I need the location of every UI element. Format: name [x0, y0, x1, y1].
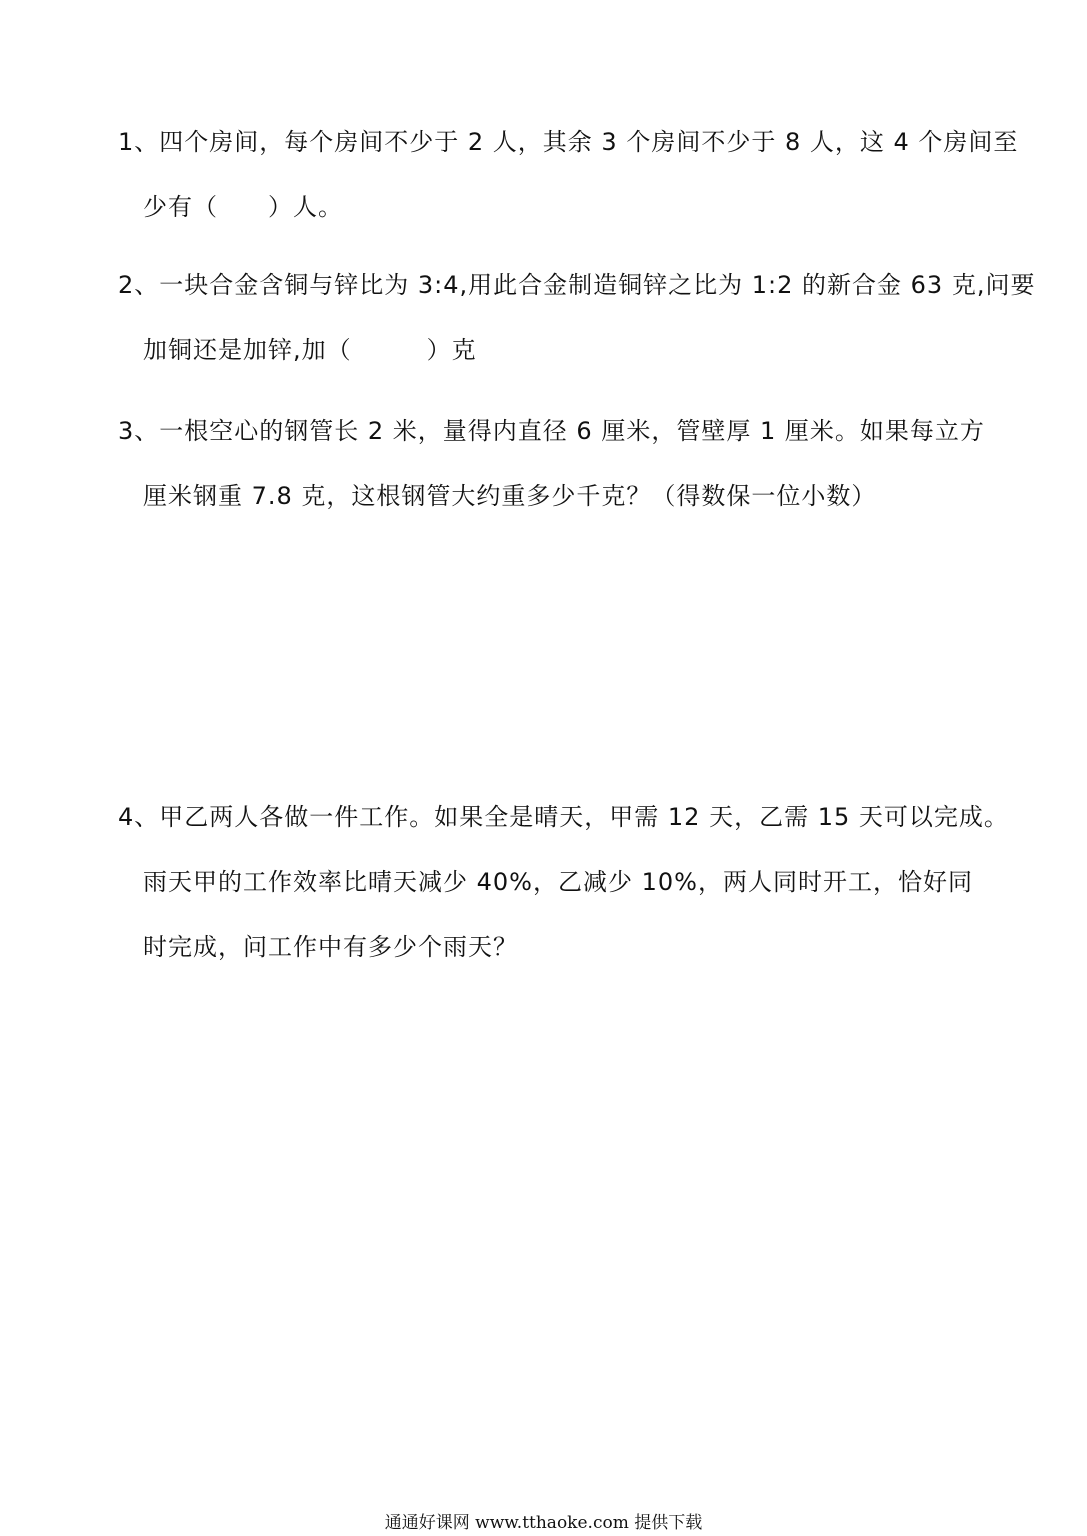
question-2-line-2: 加铜还是加锌,加（ ）克	[143, 336, 477, 364]
download-footer: 通通好课网 www.tthaoke.com 提供下载	[384, 1513, 703, 1533]
question-1-line-2: 少有（ ）人。	[143, 193, 343, 221]
question-3-line-1: 3、一根空心的钢管长 2 米，量得内直径 6 厘米，管壁厚 1 厘米。如果每立方	[118, 417, 985, 445]
question-4-line-2: 雨天甲的工作效率比晴天减少 40%，乙减少 10%，两人同时开工，恰好同	[143, 868, 973, 896]
question-1-line-1: 1、四个房间，每个房间不少于 2 人，其余 3 个房间不少于 8 人，这 4 个房间至	[118, 128, 1019, 156]
question-4-line-1: 4、甲乙两人各做一件工作。如果全是晴天，甲需 12 天，乙需 15 天可以完成。	[118, 803, 1009, 831]
question-2-line-1: 2、一块合金含铜与锌比为 3:4,用此合金制造铜锌之比为 1:2 的新合金 63 克,问要	[118, 271, 1036, 299]
question-4-line-3: 时完成，问工作中有多少个雨天？	[143, 933, 518, 961]
question-3-line-2: 厘米钢重 7.8 克，这根钢管大约重多少千克？（得数保一位小数）	[143, 482, 877, 510]
